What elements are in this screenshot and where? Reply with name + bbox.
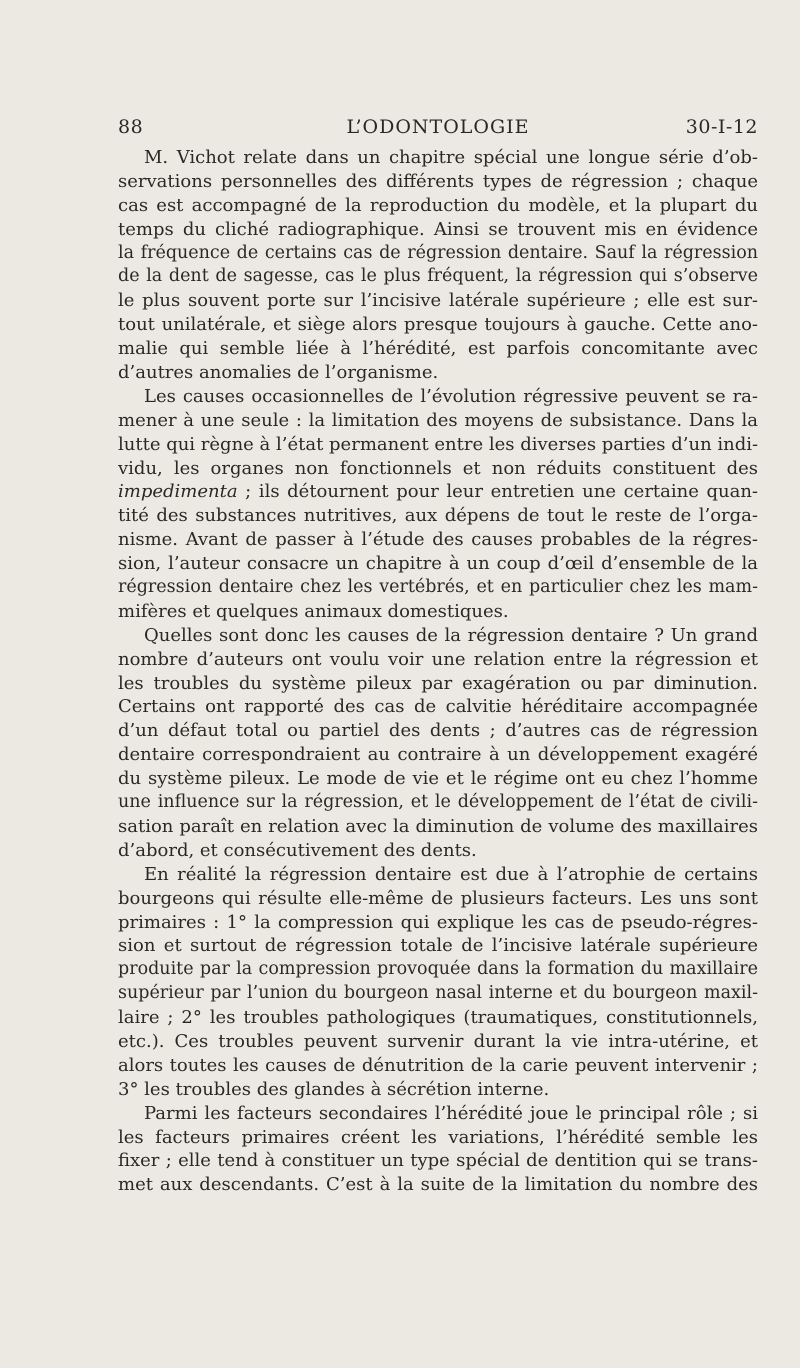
text-line: malie qui semble liée à l’hérédité, est parfois concomitante avec: [118, 338, 758, 360]
text-line: une influence sur la régression, et le développement de l’état de civili-: [118, 792, 758, 813]
text-line: laire ; 2° les troubles pathologiques (traumatiques, constitutionnels,: [118, 1007, 758, 1029]
text-line: mifères et quelques animaux domestiques.: [118, 600, 509, 622]
text-line: d’un défaut total ou partiel des dents ; d’autres cas de régression: [118, 720, 758, 742]
text-line: d’abord, et consécutivement des dents.: [118, 839, 477, 861]
text-line: mener à une seule : la limitation des moyens de subsistance. Dans la: [118, 409, 758, 431]
text-line: bourgeons qui résulte elle-même de plusieurs facteurs. Les uns sont: [118, 887, 758, 909]
text-line: 3° les troubles des glandes à sécrétion interne.: [118, 1078, 550, 1100]
journal-title: L’ODONTOLOGIE: [346, 116, 530, 138]
text-line: etc.). Ces troubles peuvent survenir durant la vie intra-utérine, et: [118, 1030, 758, 1052]
text-line: d’autres anomalies de l’organisme.: [118, 362, 439, 384]
text-line: dentaire correspondraient au contraire à un développement exagéré: [118, 744, 758, 766]
text-line: nombre d’auteurs ont voulu voir une relation entre la régression et: [118, 648, 758, 670]
text-line: primaires : 1° la compression qui explique les cas de pseudo-régres-: [118, 911, 758, 933]
page-number: 88: [118, 116, 144, 138]
text-line: nisme. Avant de passer à l’étude des causes probables de la régres-: [118, 529, 758, 551]
text-line: du système pileux. Le mode de vie et le régime ont eu chez l’homme: [118, 768, 758, 790]
issue-date: 30-I-12: [685, 116, 758, 138]
text-line: M. Vichot relate dans un chapitre spécial une longue série d’ob-: [144, 147, 758, 168]
text-line: servations personnelles des différents types de régression ; chaque: [118, 170, 758, 192]
text-line: tité des substances nutritives, aux dépens de tout le reste de l’orga-: [118, 505, 758, 527]
text-line: le plus souvent porte sur l’incisive latérale supérieure ; elle est sur-: [118, 290, 758, 312]
text-line: cas est accompagné de la reproduction du modèle, et la plupart du: [118, 194, 758, 216]
text-line: supérieur par l’union du bourgeon nasal interne et du bourgeon maxil-: [118, 983, 758, 1004]
body-text: [118, 146, 758, 1197]
text-line: En réalité la régression dentaire est due à l’atrophie de certains: [144, 863, 758, 885]
text-line: Les causes occasionnelles de l’évolution régressive peuvent se ra-: [144, 385, 758, 407]
text-line: Quelles sont donc les causes de la régression dentaire ? Un grand: [144, 624, 758, 646]
text-line: produite par la compression provoquée dans la formation du maxillaire: [118, 959, 758, 980]
text-line: sation paraît en relation avec la diminution de volume des maxillaires: [118, 815, 758, 837]
text-rest: ; ils détournent pour leur entretien une certaine quan-: [237, 481, 758, 503]
text-line: les troubles du système pileux par exagération ou par diminution.: [118, 672, 758, 694]
text-line: sion, l’auteur consacre un chapitre à un coup d’œil d’ensemble de la: [118, 553, 758, 575]
text-line: met aux descendants. C’est à la suite de la limitation du nombre des: [118, 1174, 758, 1196]
text-line: régression dentaire chez les vertébrés, et en particulier chez les mam-: [118, 577, 758, 598]
text-line: de la dent de sagesse, cas le plus fréquent, la régression qui s’observe: [118, 266, 758, 287]
text-line-impedimenta: [118, 480, 758, 504]
text-line: vidu, les organes non fonctionnels et non réduits constituent des: [118, 457, 758, 479]
text-line: lutte qui règne à l’état permanent entre les diverses parties d’un indi-: [118, 433, 758, 455]
text-line: Certains ont rapporté des cas de calvitie héréditaire accompagnée: [118, 696, 758, 718]
italic-term: impedimenta: [118, 481, 238, 503]
text-line: la fréquence de certains cas de régression dentaire. Sauf la régression: [118, 242, 758, 263]
text-line: tout unilatérale, et siège alors presque toujours à gauche. Cette ano-: [118, 314, 758, 336]
text-line: fixer ; elle tend à constituer un type spécial de dentition qui se trans-: [118, 1150, 758, 1172]
running-header: [118, 116, 758, 144]
text-line: temps du cliché radiographique. Ainsi se trouvent mis en évidence: [118, 218, 758, 240]
text-line: les facteurs primaires créent les variations, l’hérédité semble les: [118, 1126, 758, 1148]
text-line: Parmi les facteurs secondaires l’hérédité joue le principal rôle ; si: [144, 1102, 758, 1124]
text-line: sion et surtout de régression totale de l’incisive latérale supérieure: [118, 935, 758, 957]
text-line: alors toutes les causes de dénutrition de la carie peuvent intervenir ;: [118, 1054, 758, 1076]
